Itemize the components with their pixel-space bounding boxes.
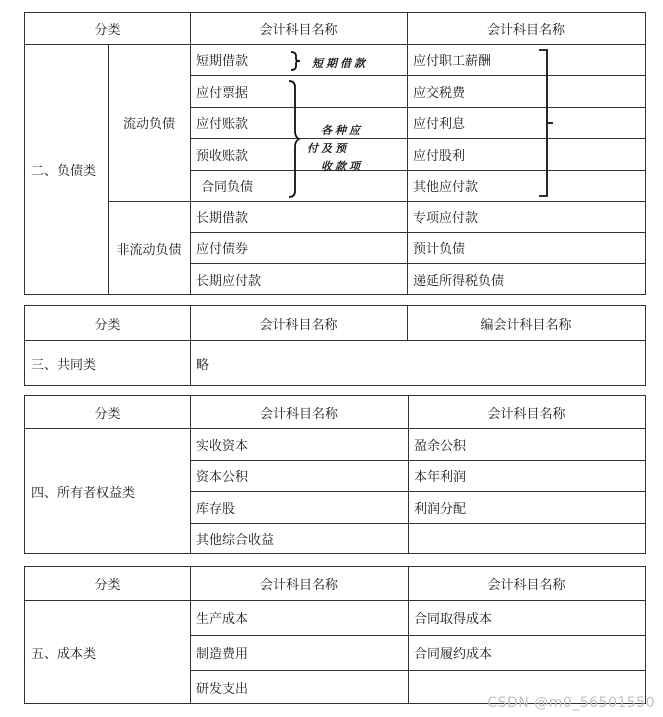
brace-right-group-icon <box>537 48 557 198</box>
common-content: 略 <box>196 357 210 373</box>
category-equity: 四、所有者权益类 <box>31 485 136 501</box>
subject-paid-in-capital: 实收资本 <box>196 438 249 454</box>
header-subject-name-2: 会计科目名称 <box>487 406 566 422</box>
cost-table <box>24 566 646 704</box>
header-subject-name-1: 会计科目名称 <box>259 317 338 333</box>
subject-deferred-tax-liabilities: 递延所得税负债 <box>413 273 505 289</box>
subject-employee-pay: 应付职工薪酬 <box>413 54 492 69</box>
subject-advances-received: 预收账款 <box>196 148 249 164</box>
header-subject-name-1: 会计科目名称 <box>259 23 338 38</box>
header-category: 分类 <box>94 317 121 333</box>
category-liabilities: 二、负债类 <box>31 164 97 179</box>
subject-contract-fulfillment-cost: 合同履约成本 <box>414 647 493 662</box>
subject-rd-expenditure: 研发支出 <box>196 681 249 697</box>
header-category: 分类 <box>94 23 121 38</box>
note-payables-line2: 付及预 <box>307 142 349 155</box>
subject-production-cost: 生产成本 <box>196 612 249 627</box>
brace-short-loan-icon <box>289 50 303 72</box>
category-common: 三、共同类 <box>31 357 97 373</box>
note-payables-line3: 收款项 <box>321 160 363 173</box>
equity-table <box>24 395 646 554</box>
subject-other-payables: 其他应付款 <box>413 180 479 195</box>
subject-short-term-loan: 短期借款 <box>196 54 249 69</box>
subject-notes-payable: 应付票据 <box>196 85 249 101</box>
brace-payables-icon <box>287 79 301 199</box>
subject-taxes-payable: 应交税费 <box>413 85 466 101</box>
header-subject-name-2: 编会计科目名称 <box>480 317 572 333</box>
subject-estimated-liabilities: 预计负债 <box>413 242 466 257</box>
subject-accounts-payable: 应付账款 <box>196 117 249 132</box>
header-subject-name-2: 会计科目名称 <box>486 23 565 38</box>
subject-bonds-payable: 应付债券 <box>196 242 249 257</box>
common-table <box>24 305 646 386</box>
subject-current-year-profit: 本年利润 <box>414 470 467 485</box>
watermark: CSDN @m0_56501550 <box>487 695 655 711</box>
header-category: 分类 <box>94 578 121 593</box>
header-subject-name-2: 会计科目名称 <box>487 578 566 593</box>
subject-manufacturing-overhead: 制造费用 <box>196 647 249 662</box>
subject-long-term-loan: 长期借款 <box>196 211 249 226</box>
subject-dividends-payable: 应付股利 <box>413 148 466 164</box>
subject-profit-distribution: 利润分配 <box>414 501 467 517</box>
subject-other-comprehensive-income: 其他综合收益 <box>196 533 275 548</box>
subject-treasury-stock: 库存股 <box>196 501 236 517</box>
header-subject-name-1: 会计科目名称 <box>259 578 338 593</box>
note-short-term-loan: 短期借款 <box>312 57 368 70</box>
header-category: 分类 <box>94 406 121 422</box>
note-payables-line1: 各种应 <box>321 124 363 137</box>
subject-contract-liabilities: 合同负债 <box>201 180 254 195</box>
liabilities-table <box>24 12 646 295</box>
group-current-liabilities: 流动负债 <box>122 117 175 132</box>
subject-capital-reserve: 资本公积 <box>196 470 249 485</box>
subject-contract-acquisition-cost: 合同取得成本 <box>414 612 493 627</box>
subject-empty <box>408 523 645 554</box>
subject-interest-payable: 应付利息 <box>413 117 466 132</box>
group-noncurrent-liabilities: 非流动负债 <box>116 242 182 258</box>
subject-surplus-reserve: 盈余公积 <box>414 438 467 454</box>
category-cost: 五、成本类 <box>31 646 97 662</box>
subject-special-payables: 专项应付款 <box>413 211 479 226</box>
subject-long-term-payables: 长期应付款 <box>196 273 262 289</box>
header-subject-name-1: 会计科目名称 <box>259 406 338 422</box>
